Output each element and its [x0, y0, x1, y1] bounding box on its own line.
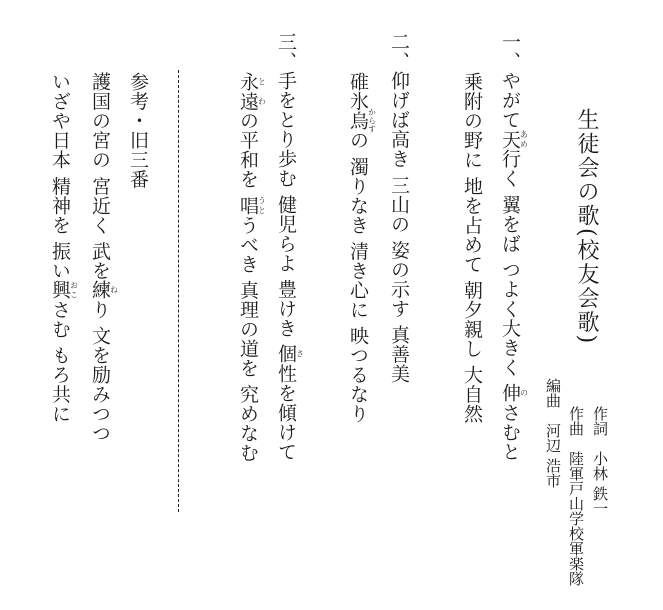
ruby-base: 個: [275, 344, 297, 364]
ruby-reading: ね: [109, 280, 119, 300]
lyric-text: うべき 真理の道を 究めなむ: [237, 215, 259, 463]
verse-number: 三、: [275, 32, 297, 71]
reference-heading: 参考・旧三番: [127, 72, 149, 189]
credit-role: 作詞: [591, 406, 609, 436]
lyric-text: り 文を励みつつ: [89, 299, 111, 443]
credit-name: 小林 鉄一: [591, 450, 609, 516]
ruby-base: 唱: [237, 195, 259, 216]
ruby-reading: わ: [257, 91, 267, 111]
lyric-text: さむと: [499, 402, 521, 462]
verse-1-line-2: [462, 72, 481, 423]
credit-role: 作曲: [567, 406, 585, 436]
verse-3-line-1: [276, 32, 304, 461]
furigana-word: [347, 108, 377, 134]
furigana-word: [49, 280, 79, 300]
ruby-base: 練: [89, 280, 111, 300]
credit-name: 陸軍戸山学校軍楽隊: [567, 450, 585, 586]
verse-3-line-2: [238, 72, 266, 462]
ruby-reading: うと: [257, 195, 267, 216]
ruby-reading: あめ: [519, 129, 529, 149]
ruby-reading: おこ: [69, 280, 79, 300]
lyric-text: の 濁りなき 清き心に 映つるなり: [347, 130, 369, 424]
lyric-text: 性を傾けて: [275, 363, 297, 462]
ruby-base: 烏: [347, 108, 369, 134]
ruby-reading: の: [519, 383, 529, 403]
credit-name: 河辺 浩市: [544, 422, 562, 488]
verse-number: 二、: [388, 32, 410, 71]
furigana-word: [275, 344, 305, 364]
verse-2-line-2: [348, 72, 376, 423]
furigana-word: [237, 72, 267, 92]
furigana-word: [499, 383, 529, 403]
furigana-word: [89, 280, 119, 300]
lyric-text: やがて: [499, 71, 521, 130]
credit-arranger: [545, 378, 560, 488]
verse-2-line-1: [389, 32, 408, 383]
song-title: 生徒会の歌(校友会歌): [574, 108, 599, 346]
verse-number: 一、: [499, 32, 521, 71]
reference-line-2: [50, 72, 78, 423]
furigana-word: [237, 91, 267, 112]
ruby-base: 天: [499, 129, 521, 149]
verse-1-line-1: [500, 32, 528, 461]
ruby-base: 永: [237, 72, 259, 92]
lyric-text: 手をとり歩む 健児らよ 豊けき: [275, 71, 297, 345]
lyric-text: 碓氷: [347, 72, 369, 111]
ruby-base: 興: [49, 280, 71, 300]
furigana-word: [499, 129, 529, 150]
lyric-text: 仰げば高き 三山の 姿の示す 真善美: [388, 71, 410, 384]
ruby-reading: と: [257, 72, 267, 92]
ruby-base: 伸: [499, 383, 521, 403]
credit-role: 編曲: [544, 378, 562, 408]
lyric-text: 行く 翼をば つよく大きく: [499, 149, 521, 384]
lyric-text: いざや日本 精神を 振い: [49, 72, 71, 281]
ruby-reading: さ: [295, 344, 305, 364]
credit-lyricist: [592, 406, 607, 516]
lyric-text: 乗附の野に 地を占めて 朝夕親し 大自然: [461, 72, 483, 424]
lyric-text: の平和を: [237, 111, 259, 196]
lyric-text: 護国の宮の 宮近く 武を: [89, 72, 111, 281]
reference-line-1: [90, 72, 118, 443]
credit-composer: [568, 406, 583, 586]
ruby-reading: からす: [367, 108, 377, 134]
ruby-base: 遠: [237, 91, 259, 111]
furigana-word: [237, 195, 267, 216]
lyric-text: さむ もろ共に: [49, 299, 71, 424]
section-divider: [178, 70, 179, 512]
